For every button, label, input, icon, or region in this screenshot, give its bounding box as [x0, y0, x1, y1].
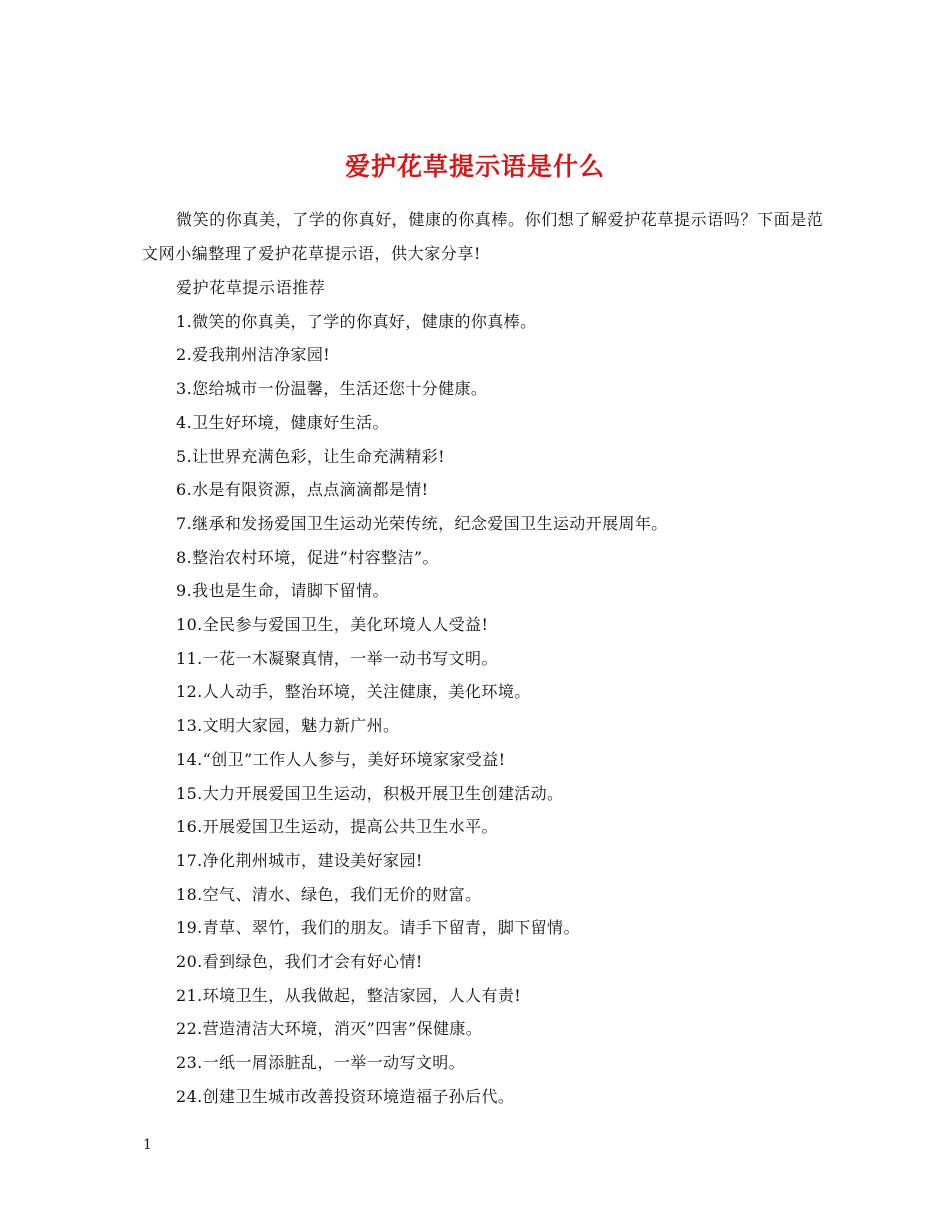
page-number: 1 — [143, 1137, 152, 1153]
list-item: 13.文明大家园，魅力新广州。 — [176, 716, 400, 736]
document-body — [142, 203, 832, 1114]
list-item: 7.继承和发扬爱国卫生运动光荣传统，纪念爱国卫生运动开展周年。 — [176, 513, 668, 533]
list-item: 19.青草、翠竹，我们的朋友。请手下留青，脚下留情。 — [176, 918, 580, 938]
list-item: 4.卫生好环境，健康好生活。 — [176, 412, 389, 432]
list-item: 14.“创卫”工作人人参与，美好环境家家受益! — [176, 749, 506, 769]
list-item: 10.全民参与爱国卫生，美化环境人人受益! — [176, 615, 489, 635]
list-item: 8.整治农村环境，促进”村容整洁”。 — [176, 547, 439, 567]
list-item: 23.一纸一屑添脏乱，一举一动写文明。 — [176, 1053, 466, 1073]
list-item: 12.人人动手，整治环境，关注健康，美化环境。 — [176, 682, 531, 702]
intro-paragraph: 微笑的你真美，了学的你真好，健康的你真棒。你们想了解爱护花草提示语吗？下面是范文网小编整理了爱护花草提示语，供大家分享! — [142, 210, 824, 263]
list-item: 15.大力开展爱国卫生运动，积极开展卫生创建活动。 — [176, 783, 564, 803]
list-item: 21.环境卫生，从我做起，整洁家园，人人有责! — [176, 985, 522, 1005]
list-item: 18.空气、清水、绿色，我们无价的财富。 — [176, 884, 482, 904]
list-item: 5.让世界充满色彩，让生命充满精彩! — [176, 446, 445, 466]
slogan-list — [142, 305, 832, 1114]
list-item: 1.微笑的你真美，了学的你真好，健康的你真棒。 — [176, 311, 537, 331]
list-item: 3.您给城市一份温馨，生活还您十分健康。 — [176, 379, 488, 399]
list-item: 22.营造清洁大环境，消灭”四害”保健康。 — [176, 1019, 483, 1039]
list-item: 6.水是有限资源，点点滴滴都是情! — [176, 480, 429, 500]
list-item: 17.净化荆州城市，建设美好家园! — [176, 850, 423, 870]
section-heading: 爱护花草提示语推荐 — [176, 278, 326, 297]
list-item: 16.开展爱国卫生运动，提高公共卫生水平。 — [176, 817, 498, 837]
list-item: 11.一花一木凝聚真情，一举一动书写文明。 — [176, 648, 498, 668]
document-title: 爱护花草提示语是什么 — [344, 151, 605, 181]
list-item: 2.爱我荆州洁净家园! — [176, 345, 331, 365]
list-item: 9.我也是生命，请脚下留情。 — [176, 581, 389, 601]
list-item: 20.看到绿色，我们才会有好心情! — [176, 952, 423, 972]
list-item: 24.创建卫生城市改善投资环境造福子孙后代。 — [176, 1086, 515, 1106]
